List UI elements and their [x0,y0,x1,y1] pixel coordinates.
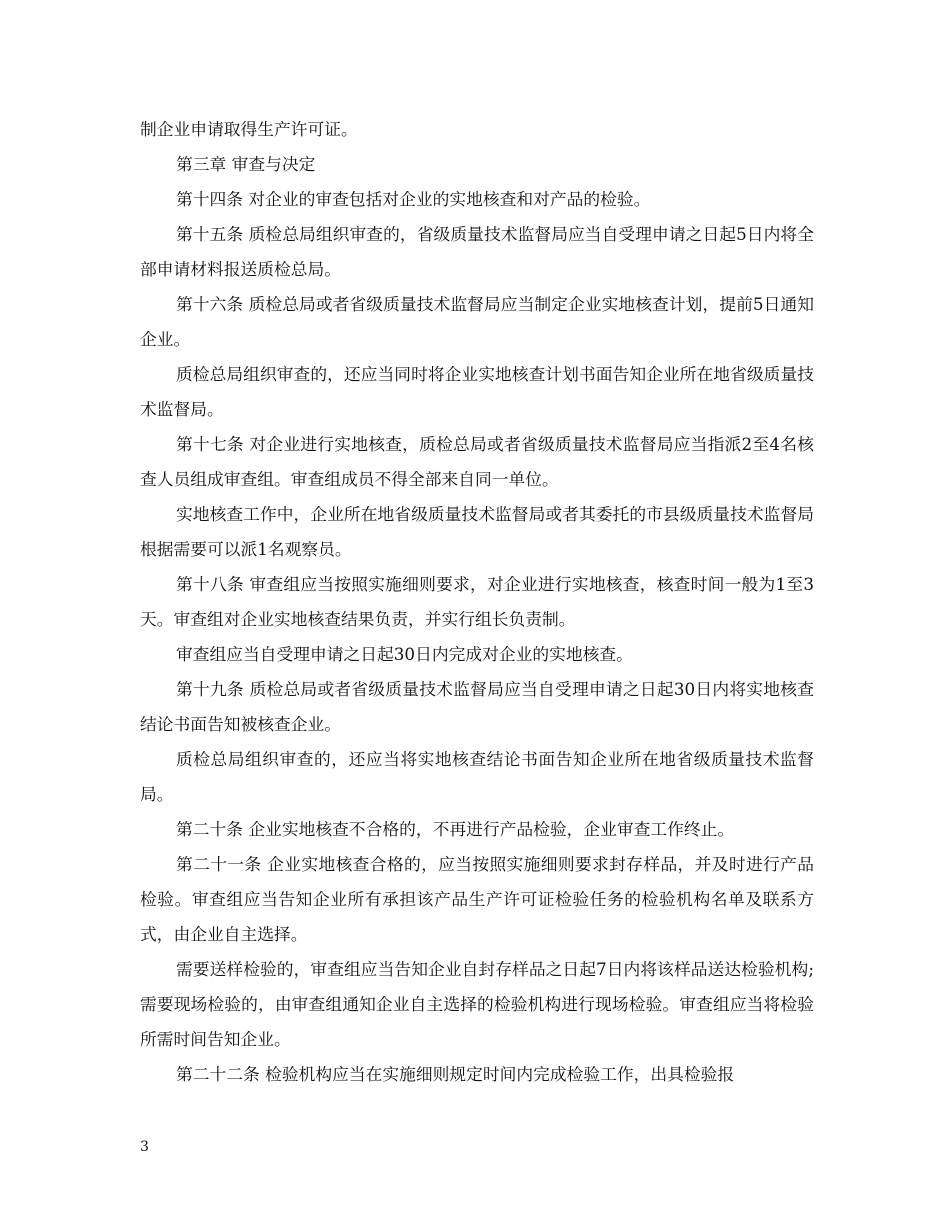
article-18: 第十八条 审查组应当按照实施细则要求，对企业进行实地核查，核查时间一般为1至3天。审查组对企业实地核查结果负责，并实行组长负责制。 [140,574,814,629]
article-14: 第十四条 对企业的审查包括对企业的实地核查和对产品的检验。 [176,189,651,209]
article-15: 第十五条 质检总局组织审查的，省级质量技术监督局应当自受理申请之日起5日内将全部申请材料报送质检总局。 [140,224,814,279]
article-21: 第二十一条 企业实地核查合格的，应当按照实施细则要求封存样品，并及时进行产品检验。审查组应当告知企业所有承担该产品生产许可证检验任务的检验机构名单及联系方式，由企业自主选择。 [140,854,814,944]
chapter-heading: 第三章 审查与决定 [176,154,316,174]
article-16-para-2: 质检总局组织审查的，还应当同时将企业实地核查计划书面告知企业所在地省级质量技术监督局。 [140,364,814,419]
article-21-para-2: 需要送样检验的，审查组应当告知企业自封存样品之日起7日内将该样品送达检验机构;需要现场检验的，由审查组通知企业自主选择的检验机构进行现场检验。审查组应当将检验所需时间告知企业。 [140,959,814,1049]
article-16: 第十六条 质检总局或者省级质量技术监督局应当制定企业实地核查计划，提前5日通知企业。 [140,294,814,349]
page-number: 3 [140,1139,149,1155]
article-20: 第二十条 企业实地核查不合格的，不再进行产品检验，企业审查工作终止。 [176,819,735,839]
document-body [140,112,814,1092]
paragraph-1: 制企业申请取得生产许可证。 [140,119,358,139]
article-18-para-2: 审查组应当自受理申请之日起30日内完成对企业的实地核查。 [176,644,633,664]
article-22: 第二十二条 检验机构应当在实施细则规定时间内完成检验工作，出具检验报 [176,1064,735,1084]
article-19-para-2: 质检总局组织审查的，还应当将实地核查结论书面告知企业所在地省级质量技术监督局。 [140,749,814,804]
article-19: 第十九条 质检总局或者省级质量技术监督局应当自受理申请之日起30日内将实地核查结论书面告知被核查企业。 [140,679,814,734]
article-17-para-2: 实地核查工作中，企业所在地省级质量技术监督局或者其委托的市县级质量技术监督局根据需要可以派1名观察员。 [140,504,814,559]
article-17: 第十七条 对企业进行实地核查，质检总局或者省级质量技术监督局应当指派2至4名核查人员组成审查组。审查组成员不得全部来自同一单位。 [140,434,814,489]
